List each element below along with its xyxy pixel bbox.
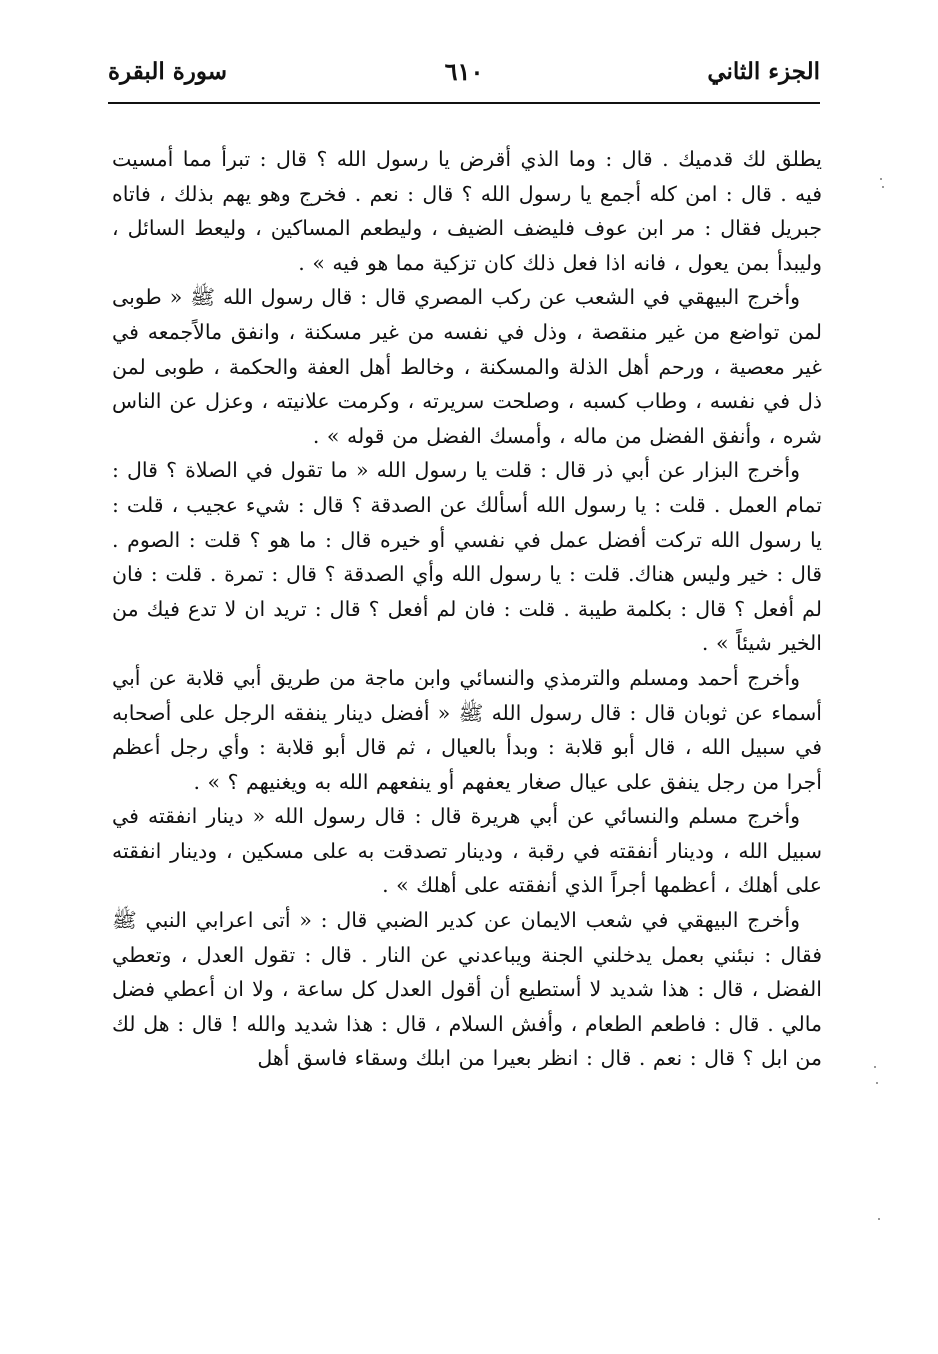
paragraph-6: وأخرج البيهقي في شعب الايمان عن كدير الضبي قال : « أتى اعرابي النبي ﷺ فقال : نبئني بعمل يدخلني الجنة ويباعدني عن النار . قال : تقول العدل ، وتعطي الفضل ، قال : هذا شديد لا أستطيع أن أقول العدل كل ساعة ، ولا ان أعطي فضل مالي . قال : فاطعم الطعام ، وأفش السلام ، قال : هذا شديد والله ! قال : هل لك من ابل ؟ قال : نعم . قال : انظر بعيرا من ابلك وسقاء فاسق أهل bbox=[112, 908, 822, 1071]
body-text bbox=[112, 142, 822, 1076]
paragraph-5: وأخرج مسلم والنسائي عن أبي هريرة قال : قال رسول الله « دينار انفقته في سبيل الله ، ودينار أنفقته في رقبة ، ودينار تصدقت به على مسكين ، ودينار انفقته على أهلك ، أعظمها أجراً الذي أنفقته على أهلك » . bbox=[112, 804, 822, 898]
paragraph-2: وأخرج البيهقي في الشعب عن ركب المصري قال : قال رسول الله ﷺ « طوبى لمن تواضع من غير منقصة ، وذل في نفسه من غير مسكنة ، وانفق مالاًجمعه في غير معصية ، ورحم أهل الذلة والمسكنة ، وخالط أهل العفة والحكمة ، طوبى لمن ذل في نفسه ، وطاب كسبه ، وصلحت سريرته ، وكرمت علانيته ، وعزل عن الناس شره ، وأنفق الفضل من ماله ، وأمسك الفضل من قوله » . bbox=[112, 285, 822, 448]
scan-speck bbox=[882, 186, 884, 188]
scan-speck bbox=[880, 178, 882, 180]
paragraph-1: يطلق لك قدميك . قال : وما الذي أقرض يا رسول الله ؟ قال : تبرأ مما أمسيت فيه . قال : امن كله أجمع يا رسول الله ؟ قال : نعم . فخرج وهو يهم بذلك ، فاتاه جبريل فقال : مر ابن عوف فليضف الضيف ، وليطعم المساكين ، وليعط السائل ، وليبدأ بمن يعول ، فانه اذا فعل ذلك كان تزكية مما هو فيه » . bbox=[112, 147, 822, 275]
paragraph-3: وأخرج البزار عن أبي ذر قال : قلت يا رسول الله « ما تقول في الصلاة ؟ قال : تمام العمل . قلت : يا رسول الله أسألك عن الصدقة ؟ قال : شيء عجيب ، قلت : يا رسول الله تركت أفضل عمل في نفسي أو خيره قال : ما هو ؟ قلت : الصوم . قال : خير وليس هناك. قلت : يا رسول الله وأي الصدقة ؟ قال : تمرة . قلت : فان لم أفعل ؟ قال : بكلمة طيبة . قلت : فان لم أفعل ؟ قال : تريد ان لا تدع فيك من الخير شيئاً » . bbox=[112, 458, 822, 656]
surah-title: سورة البقرة bbox=[108, 58, 228, 85]
page-header bbox=[108, 52, 820, 92]
paragraph-4: وأخرج أحمد ومسلم والترمذي والنسائي وابن ماجة من طريق أبي قلابة عن أبي أسماء عن ثوبان قال : قال رسول الله ﷺ « أفضل دينار ينفقه الرجل على أصحابه في سبيل الله ، قال أبو قلابة : وبدأ بالعيال ، ثم قال أبو قلابة : وأي رجل أعظم أجرا من رجل ينفق على عيال صغار يعفهم أو ينفعهم الله به ويغنيهم ؟ » . bbox=[112, 665, 822, 794]
page-number: ٦١٠ bbox=[444, 57, 484, 86]
scan-speck bbox=[874, 1066, 876, 1068]
scan-speck bbox=[876, 1082, 878, 1084]
part-title: الجزء الثاني bbox=[707, 58, 820, 85]
scan-speck bbox=[878, 1218, 880, 1220]
header-rule bbox=[108, 102, 820, 104]
